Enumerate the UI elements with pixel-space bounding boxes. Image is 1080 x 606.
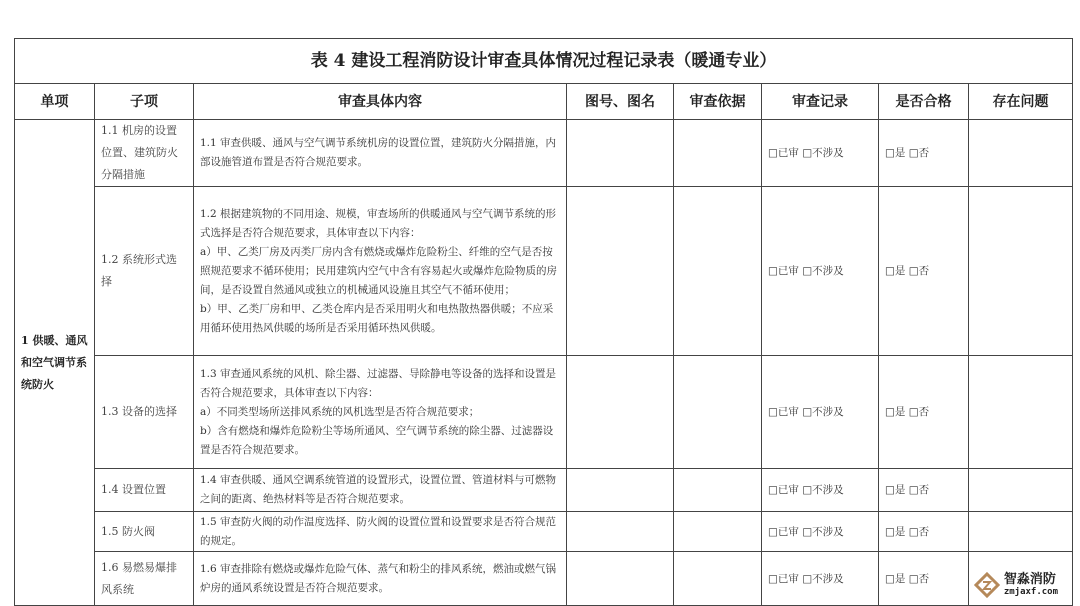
content-line: b）含有燃烧和爆炸危险粉尘等场所通风、空气调节系统的除尘器、过滤器设置是否符合规范要求。 bbox=[200, 424, 554, 456]
header-item: 单项 bbox=[15, 84, 95, 120]
table-title: 表 4 建设工程消防设计审查具体情况过程记录表（暖通专业） bbox=[15, 39, 1073, 84]
issues-cell[interactable] bbox=[969, 512, 1073, 552]
basis-cell[interactable] bbox=[674, 512, 762, 552]
pass-checkboxes[interactable]: □是 □否 bbox=[879, 187, 969, 356]
drawing-cell[interactable] bbox=[567, 469, 674, 512]
review-record-table bbox=[14, 38, 1073, 606]
content-line: 1.1 审查供暖、通风与空气调节系统机房的设置位置，建筑防火分隔措施，内部设施管道布置是否符合规范要求。 bbox=[200, 137, 557, 168]
issues-cell[interactable] bbox=[969, 469, 1073, 512]
subitem-cell: 1.4 设置位置 bbox=[95, 469, 194, 512]
subitem-cell: 1.1 机房的设置位置、建筑防火分隔措施 bbox=[95, 120, 194, 187]
content-line: 1.3 审查通风系统的风机、除尘器、过滤器、导除静电等设备的选择和设置是否符合规范要求，具体审查以下内容： bbox=[200, 367, 557, 399]
watermark-logo bbox=[974, 572, 1058, 598]
basis-cell[interactable] bbox=[674, 469, 762, 512]
logo-name: 智淼消防 bbox=[1003, 572, 1056, 587]
issues-cell[interactable] bbox=[969, 356, 1073, 469]
subitem-cell: 1.6 易燃易爆排风系统 bbox=[95, 552, 194, 606]
subitem-cell: 1.3 设备的选择 bbox=[95, 356, 194, 469]
subitem-cell: 1.5 防火阀 bbox=[95, 512, 194, 552]
pass-checkboxes[interactable]: □是 □否 bbox=[879, 120, 969, 187]
content-line: b）甲、乙类厂房和甲、乙类仓库内是否采用明火和电热散热器供暖；不应采用循环使用热风供暖的场所是否采用循环热风供暖。 bbox=[200, 302, 554, 334]
header-basis: 审查依据 bbox=[674, 84, 762, 120]
table-row bbox=[15, 552, 1073, 606]
record-checkboxes[interactable]: □已审 □不涉及 bbox=[762, 469, 879, 512]
record-checkboxes[interactable]: □已审 □不涉及 bbox=[762, 512, 879, 552]
header-record: 审查记录 bbox=[762, 84, 879, 120]
pass-checkboxes[interactable]: □是 □否 bbox=[879, 552, 969, 606]
record-checkboxes[interactable]: □已审 □不涉及 bbox=[762, 187, 879, 356]
table-row bbox=[15, 469, 1073, 512]
table-row bbox=[15, 356, 1073, 469]
drawing-cell[interactable] bbox=[567, 187, 674, 356]
subitem-cell: 1.2 系统形式选择 bbox=[95, 187, 194, 356]
issues-cell[interactable] bbox=[969, 120, 1073, 187]
logo-url: zmjaxf.com bbox=[1003, 587, 1058, 597]
record-checkboxes[interactable]: □已审 □不涉及 bbox=[762, 356, 879, 469]
issues-cell[interactable] bbox=[969, 187, 1073, 356]
record-checkboxes[interactable]: □已审 □不涉及 bbox=[762, 120, 879, 187]
basis-cell[interactable] bbox=[674, 552, 762, 606]
content-cell bbox=[194, 120, 567, 187]
table-row bbox=[15, 187, 1073, 356]
header-drawing: 图号、图名 bbox=[567, 84, 674, 120]
content-cell bbox=[194, 512, 567, 552]
pass-checkboxes[interactable]: □是 □否 bbox=[879, 469, 969, 512]
basis-cell[interactable] bbox=[674, 187, 762, 356]
drawing-cell[interactable] bbox=[567, 552, 674, 606]
content-line: a）甲、乙类厂房及丙类厂房内含有燃烧或爆炸危险粉尘、纤维的空气是否按照规范要求不循环使用；民用建筑内空气中含有容易起火或爆炸危险物质的房间，是否设置自然通风或独立的机械通风设施且其空气不循环使用； bbox=[200, 245, 557, 296]
table-row bbox=[15, 120, 1073, 187]
content-cell bbox=[194, 552, 567, 606]
item-cell: 1 供暖、通风和空气调节系统防火 bbox=[15, 120, 95, 606]
drawing-cell[interactable] bbox=[567, 120, 674, 187]
content-cell bbox=[194, 356, 567, 469]
basis-cell[interactable] bbox=[674, 356, 762, 469]
pass-checkboxes[interactable]: □是 □否 bbox=[879, 356, 969, 469]
header-subitem: 子项 bbox=[95, 84, 194, 120]
content-line: 1.2 根据建筑物的不同用途、规模，审查场所的供暖通风与空气调节系统的形式选择是否符合规范要求，具体审查以下内容： bbox=[200, 207, 557, 239]
content-line: 1.5 审查防火阀的动作温度选择、防火阀的设置位置和设置要求是否符合规范的规定。 bbox=[200, 515, 557, 547]
content-line: a）不同类型场所送排风系统的风机选型是否符合规范要求； bbox=[200, 405, 480, 418]
content-cell bbox=[194, 469, 567, 512]
table-row bbox=[15, 512, 1073, 552]
content-line: 1.4 审查供暖、通风空调系统管道的设置形式，设置位置、管道材料与可燃物之间的距离、绝热材料等是否符合规范要求。 bbox=[200, 474, 557, 505]
content-cell bbox=[194, 187, 567, 356]
header-pass: 是否合格 bbox=[879, 84, 969, 120]
content-line: 1.6 审查排除有燃烧或爆炸危险气体、蒸气和粉尘的排风系统，燃油或燃气锅炉房的通风系统设置是否符合规范要求。 bbox=[200, 562, 557, 594]
logo-icon bbox=[974, 572, 1000, 598]
header-row bbox=[15, 84, 1073, 120]
header-issues: 存在问题 bbox=[969, 84, 1073, 120]
drawing-cell[interactable] bbox=[567, 512, 674, 552]
pass-checkboxes[interactable]: □是 □否 bbox=[879, 512, 969, 552]
drawing-cell[interactable] bbox=[567, 356, 674, 469]
basis-cell[interactable] bbox=[674, 120, 762, 187]
record-checkboxes[interactable]: □已审 □不涉及 bbox=[762, 552, 879, 606]
header-content: 审查具体内容 bbox=[194, 84, 567, 120]
